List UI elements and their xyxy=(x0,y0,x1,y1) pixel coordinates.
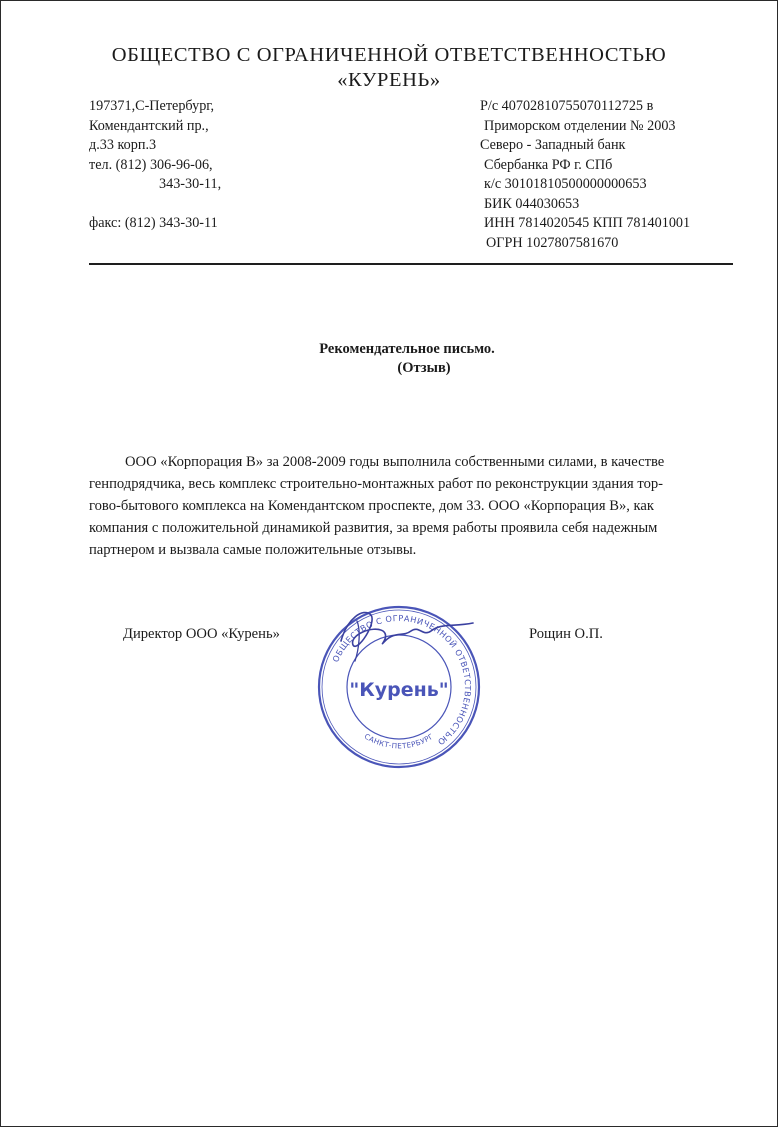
company-address-block xyxy=(89,97,221,234)
bik-line: БИК 044030653 xyxy=(484,195,580,212)
ogrn-line: ОГРН 1027807581670 xyxy=(486,234,619,251)
body-line: ООО «Корпорация В» за 2008-2009 годы выполнила собственными силами, в качестве xyxy=(125,454,665,470)
spacer xyxy=(89,195,221,215)
body-line: компания с положительной динамикой развития, за время работы проявила себя надежным xyxy=(89,520,658,536)
address-line: Комендантский пр., xyxy=(89,117,209,134)
signatory-position: Директор ООО «Курень» xyxy=(123,626,280,642)
inn-kpp-line: ИНН 7814020545 КПП 781401001 xyxy=(484,215,691,231)
stamp-ring-text: ОБЩЕСТВО С ОГРАНИЧЕННОЙ ОТВЕТСТВЕННОСТЬЮ xyxy=(330,612,474,748)
body-line: генподрядчика, весь комплекс строительно-монтажных работ по реконструкции здания тор- xyxy=(89,476,664,492)
header-divider xyxy=(89,263,733,265)
corr-account-line: к/с 30101810500000000653 xyxy=(484,176,647,192)
address-line: д.33 корп.3 xyxy=(89,137,157,153)
bank-branch-line: Приморском отделении № 2003 xyxy=(484,117,676,134)
stamp-center-name: "Курень" xyxy=(349,679,449,701)
fax-line: факс: (812) 343-30-11 xyxy=(89,215,218,231)
address-line: 197371,С-Петербург, xyxy=(89,98,215,114)
body-line: гово-бытового комплекса на Комендантском проспекте, дом 33. ООО «Корпорация В», как xyxy=(89,498,654,514)
bank-account-line: Р/с 40702810755070112725 в xyxy=(480,98,654,114)
phone-line: тел. (812) 306-96-06, xyxy=(89,156,213,173)
document-title: Рекомендательное письмо. xyxy=(319,341,495,357)
stamp-city-text: САНКТ-ПЕТЕРБУРГ xyxy=(362,731,436,751)
letter-body xyxy=(89,451,721,561)
bank-details-block xyxy=(480,97,690,253)
phone-line: 343-30-11, xyxy=(159,176,222,192)
company-seal-stamp xyxy=(313,601,485,773)
signatory-name: Рощин О.П. xyxy=(529,626,603,642)
org-name-line2: «КУРЕНЬ» xyxy=(337,69,441,91)
org-name-line1: ОБЩЕСТВО С ОГРАНИЧЕННОЙ ОТВЕТСТВЕННОСТЬЮ xyxy=(111,44,667,66)
document-subtitle: (Отзыв) xyxy=(397,360,451,376)
body-line: партнером и вызвала самые положительные отзывы. xyxy=(89,542,417,558)
bank-name-line: Северо - Западный банк xyxy=(480,137,626,153)
bank-name-line: Сбербанка РФ г. СПб xyxy=(484,156,613,173)
